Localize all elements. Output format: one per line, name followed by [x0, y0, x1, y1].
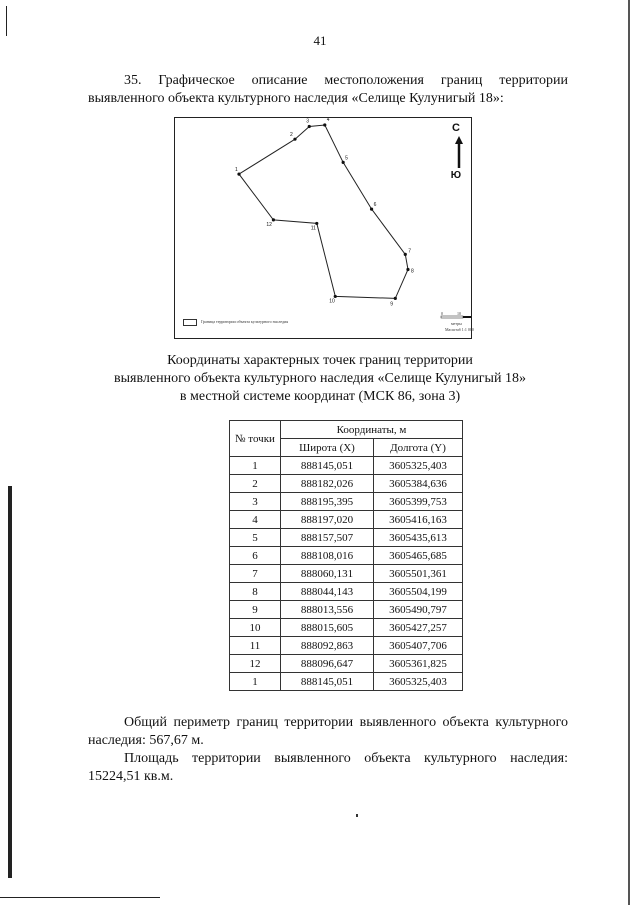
table-row — [230, 583, 463, 601]
compass-south-label: Ю — [450, 170, 461, 181]
boundary-point-label: 9 — [390, 301, 394, 308]
scale-ratio-label: Масштаб 1:1 000 — [445, 327, 474, 332]
cell-point-number: 2 — [230, 475, 281, 493]
boundary-point-label: 3 — [306, 118, 310, 125]
boundary-point-label: 6 — [373, 202, 377, 209]
table-header-row — [230, 421, 463, 439]
cell-latitude-x: 888145,051 — [281, 457, 374, 475]
boundary-polygon — [239, 125, 408, 298]
table-row — [230, 655, 463, 673]
boundary-point-marker — [293, 138, 296, 141]
caption-line-3: в местной системе координат (МСК 86, зона 3) — [179, 389, 461, 404]
boundary-point-marker — [406, 268, 409, 271]
boundary-point-marker — [308, 125, 311, 128]
cell-point-number: 1 — [230, 457, 281, 475]
boundary-point-label: 10 — [329, 298, 335, 305]
boundary-point-label: 2 — [289, 132, 293, 139]
cell-point-number: 10 — [230, 619, 281, 637]
perimeter-paragraph: Общий периметр границ территории выявленного объекта культурного наследия: 567,67 м. — [88, 715, 568, 748]
cell-longitude-y: 3605407,706 — [374, 637, 463, 655]
table-row — [230, 511, 463, 529]
cell-longitude-y: 3605504,199 — [374, 583, 463, 601]
caption-line-1: Координаты характерных точек границ территории — [167, 353, 473, 368]
table-caption — [0, 352, 640, 406]
header-point-number: № точки — [230, 421, 281, 457]
table-row — [230, 529, 463, 547]
cell-longitude-y: 3605501,361 — [374, 565, 463, 583]
scale-bar — [441, 316, 471, 318]
caption-line-2: выявленного объекта культурного наследия «Селище Кулунигый 18» — [114, 371, 526, 386]
boundary-point-marker — [404, 253, 407, 256]
cell-point-number: 9 — [230, 601, 281, 619]
cell-latitude-x: 888013,556 — [281, 601, 374, 619]
boundary-map-drawing — [175, 118, 471, 338]
header-longitude-y: Долгота (Y) — [374, 439, 463, 457]
cell-longitude-y: 3605465,685 — [374, 547, 463, 565]
cell-point-number: 4 — [230, 511, 281, 529]
cell-point-number: 1 — [230, 673, 281, 691]
cell-latitude-x: 888157,507 — [281, 529, 374, 547]
cell-point-number: 12 — [230, 655, 281, 673]
section-heading: 35. Графическое описание местоположения границ территории выявленного объекта культурного наследия «Селище Кулунигый 18»: — [88, 73, 568, 106]
scan-edge-left — [6, 6, 7, 36]
cell-longitude-y: 3605384,636 — [374, 475, 463, 493]
boundary-point-marker — [323, 123, 326, 126]
cell-latitude-x: 888145,051 — [281, 673, 374, 691]
boundary-point-label: 12 — [266, 221, 272, 228]
boundary-map — [174, 117, 472, 339]
table-row — [230, 475, 463, 493]
boundary-point-marker — [237, 173, 240, 176]
boundary-point-label: 8 — [410, 268, 414, 275]
scan-speck — [356, 814, 358, 817]
cell-longitude-y: 3605427,257 — [374, 619, 463, 637]
boundary-point-label: 5 — [345, 155, 348, 162]
table-row — [230, 619, 463, 637]
cell-latitude-x: 888182,026 — [281, 475, 374, 493]
cell-latitude-x: 888195,395 — [281, 493, 374, 511]
legend-swatch — [183, 319, 197, 326]
cell-longitude-y: 3605361,825 — [374, 655, 463, 673]
compass-north-label: С — [452, 122, 460, 134]
scan-edge-right — [628, 0, 630, 905]
cell-point-number: 5 — [230, 529, 281, 547]
boundary-point-label: 7 — [408, 248, 412, 255]
cell-longitude-y: 3605416,163 — [374, 511, 463, 529]
boundary-point-label: 1 — [235, 167, 238, 174]
cell-latitude-x: 888044,143 — [281, 583, 374, 601]
table-row — [230, 547, 463, 565]
table-row — [230, 637, 463, 655]
scan-bottom-line — [0, 897, 160, 898]
cell-latitude-x: 888060,131 — [281, 565, 374, 583]
scan-bar-left — [8, 486, 12, 878]
header-latitude-x: Широта (X) — [281, 439, 374, 457]
cell-point-number: 7 — [230, 565, 281, 583]
cell-latitude-x: 888197,020 — [281, 511, 374, 529]
cell-latitude-x: 888096,647 — [281, 655, 374, 673]
cell-point-number: 11 — [230, 637, 281, 655]
scale-right-label: 10 — [457, 311, 461, 316]
boundary-point-label: 11 — [310, 225, 316, 232]
scale-unit-label: метры — [451, 321, 462, 326]
table-row — [230, 457, 463, 475]
table-row — [230, 673, 463, 691]
scale-left-label: 0 — [441, 311, 443, 316]
page-number: 41 — [313, 33, 327, 48]
cell-longitude-y: 3605435,613 — [374, 529, 463, 547]
cell-point-number: 3 — [230, 493, 281, 511]
area-paragraph: Площадь территории выявленного объекта культурного наследия: 15224,51 кв.м. — [88, 751, 568, 784]
cell-longitude-y: 3605325,403 — [374, 457, 463, 475]
boundary-point-marker — [272, 218, 275, 221]
legend-label: Граница территории объекта культурного наследия — [201, 319, 289, 324]
cell-latitude-x: 888092,863 — [281, 637, 374, 655]
cell-longitude-y: 3605399,753 — [374, 493, 463, 511]
table-row — [230, 601, 463, 619]
boundary-point-marker — [394, 297, 397, 300]
table-body — [230, 457, 463, 691]
cell-point-number: 8 — [230, 583, 281, 601]
cell-latitude-x: 888015,605 — [281, 619, 374, 637]
boundary-point-label: 4 — [326, 118, 330, 123]
coordinates-table — [229, 420, 463, 691]
table-row — [230, 565, 463, 583]
cell-point-number: 6 — [230, 547, 281, 565]
cell-longitude-y: 3605325,403 — [374, 673, 463, 691]
table-row — [230, 493, 463, 511]
cell-latitude-x: 888108,016 — [281, 547, 374, 565]
cell-longitude-y: 3605490,797 — [374, 601, 463, 619]
header-coordinates: Координаты, м — [281, 421, 463, 439]
